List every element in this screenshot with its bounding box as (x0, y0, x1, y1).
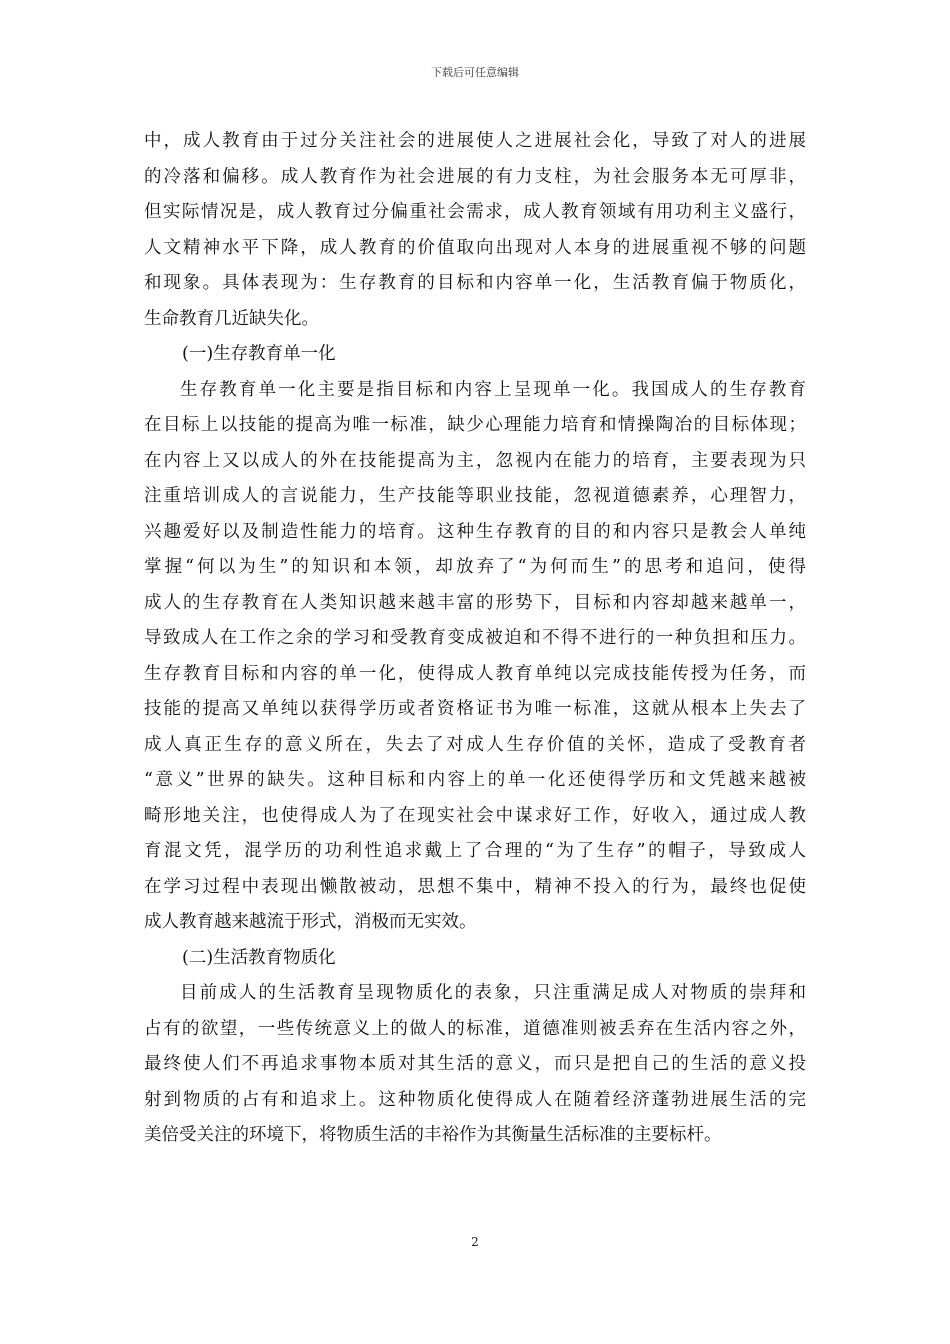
paragraph-line: 最终使人们不再追求事物本质对其生活的意义，而只是把自己的生活的意义投 (144, 1054, 806, 1074)
paragraph-line: 和现象。具体表现为：生存教育的目标和内容单一化，生活教育偏于物质化， (144, 273, 806, 293)
paragraph-line: 美倍受关注的环境下，将物质生活的丰裕作为其衡量生活标准的主要标杆。 (144, 1125, 722, 1145)
document-body (144, 124, 806, 1154)
paragraph-line: 占有的欲望，一些传统意义上的做人的标准，道德准则被丢弃在生活内容之外， (144, 1018, 806, 1039)
paragraph-line: “意义”世界的缺失。这种目标和内容上的单一化还使得学历和文凭越来越被 (144, 770, 806, 790)
paragraph-line: 生存教育目标和内容的单一化，使得成人教育单纯以完成技能传授为任务，而 (144, 663, 806, 684)
page-number: 2 (471, 1235, 479, 1249)
paragraph-line: 在目标上以技能的提高为唯一标准，缺少心理能力培育和情操陶冶的目标体现； (144, 415, 806, 435)
paragraph-line: 成人教育越来越流于形式，消极而无实效。 (144, 912, 477, 932)
paragraph-line: 育混文凭，混学历的功利性追求戴上了合理的“为了生存”的帽子，导致成人 (144, 841, 806, 861)
paragraph-line: 畸形地关注，也使得成人为了在现实社会中谋求好工作，好收入，通过成人教 (144, 805, 806, 826)
paragraph-line: 在学习过程中表现出懒散被动，思想不集中，精神不投入的行为，最终也促使 (144, 876, 806, 897)
paragraph-line: 导致成人在工作之余的学习和受教育变成被迫和不得不进行的一种负担和压力。 (144, 628, 806, 648)
page-header: 下载后可任意编辑 (431, 66, 519, 79)
paragraph-line: 生存教育单一化主要是指目标和内容上呈现单一化。我国成人的生存教育 (180, 379, 806, 400)
paragraph-line: 但实际情况是，成人教育过分偏重社会需求，成人教育领域有用功利主义盛行， (144, 202, 806, 222)
paragraph-line: 技能的提高又单纯以获得学历或者资格证书为唯一标准，这就从根本上失去了 (144, 699, 806, 719)
paragraph-line: 人文精神水平下降，成人教育的价值取向出现对人本身的进展重视不够的问题 (144, 237, 806, 258)
paragraph-line: 在内容上又以成人的外在技能提高为主，忽视内在能力的培育，主要表现为只 (144, 450, 806, 471)
paragraph-line: 目前成人的生活教育呈现物质化的表象，只注重满足成人对物质的崇拜和 (180, 983, 806, 1003)
paragraph-line: 生命教育几近缺失化。 (144, 308, 319, 329)
paragraph-line: 成人的生存教育在人类知识越来越丰富的形势下，目标和内容却越来越单一， (144, 592, 806, 613)
paragraph-line: 的冷落和偏移。成人教育作为社会进展的有力支柱，为社会服务本无可厚非， (144, 166, 806, 187)
section-heading: (一)生存教育单一化 (182, 344, 336, 364)
paragraph-line: 兴趣爱好以及制造性能力的培育。这种生存教育的目的和内容只是教会人单纯 (144, 521, 806, 542)
paragraph-line: 射到物质的占有和追求上。这种物质化使得成人在随着经济蓬勃进展生活的完 (144, 1089, 806, 1110)
section-heading: (二)生活教育物质化 (182, 947, 336, 968)
paragraph-line: 掌握“何以为生”的知识和本领，却放弃了“为何而生”的思考和追问，使得 (144, 557, 806, 577)
paragraph-line: 注重培训成人的言说能力，生产技能等职业技能，忽视道德素养，心理智力， (144, 486, 806, 506)
paragraph-line: 中，成人教育由于过分关注社会的进展使人之进展社会化，导致了对人的进展 (144, 131, 806, 151)
paragraph-line: 成人真正生存的意义所在，失去了对成人生存价值的关怀，造成了受教育者 (144, 734, 806, 755)
